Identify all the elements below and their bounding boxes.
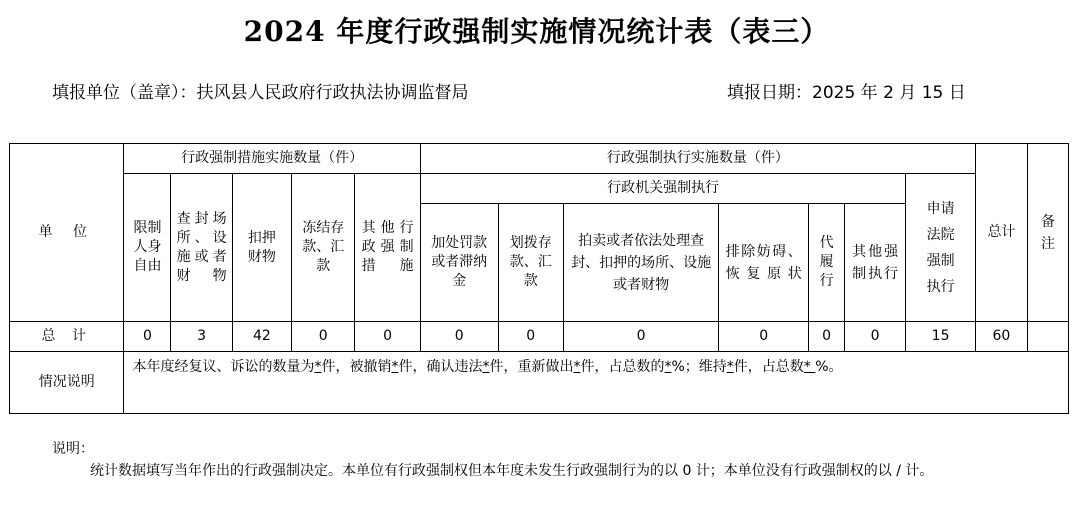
total-cell: 42: [232, 322, 291, 352]
col-court: 申请法院强制执行: [906, 174, 976, 322]
col-seal: 查封场所、设施或者财物: [171, 174, 232, 322]
col-fine: 加处罚款或者滞纳金: [420, 204, 498, 322]
total-cell: 3: [171, 322, 232, 352]
col-remove: 排除妨碍、恢复原状: [719, 204, 809, 322]
reporting-unit: 填报单位（盖章）：扶风县人民政府行政执法协调监督局: [52, 83, 469, 103]
col-seize: 扣押财物: [232, 174, 291, 322]
col-proxy: 代履行: [809, 204, 845, 322]
total-cell: 0: [844, 322, 905, 352]
total-cell: 0: [124, 322, 171, 352]
unit-header: 单 位: [10, 144, 124, 322]
total-row-label: 总 计: [10, 322, 124, 352]
total-cell: 60: [975, 322, 1027, 352]
total-cell: 0: [809, 322, 845, 352]
total-cell: 0: [719, 322, 809, 352]
situation-label: 情况说明: [10, 352, 124, 414]
total-row: [10, 322, 1069, 352]
statistics-table: [9, 143, 1069, 414]
measures-group-header: 行政强制措施实施数量（件）: [124, 144, 420, 174]
col-other-exec: 其他强制执行: [844, 204, 905, 322]
col-transfer: 划拨存款、汇款: [498, 204, 563, 322]
page-title: 2024 年度行政强制实施情况统计表（表三）: [243, 15, 830, 48]
reporting-date: 填报日期：2025 年 2 月 15 日: [727, 83, 966, 103]
total-cell: [1028, 322, 1069, 352]
col-other-measure: 其他行政强制措施: [355, 174, 420, 322]
situation-text: 本年度经复议、诉讼的数量为*件，被撤销*件，确认违法*件，重新做出*件，占总数的*%；维持*件，占总数* %。: [124, 352, 1069, 414]
total-cell: 15: [906, 322, 976, 352]
execution-group-header: 行政强制执行实施数量（件）: [420, 144, 975, 174]
remark-header: 备注: [1028, 144, 1069, 322]
col-auction: 拍卖或者依法处理查封、扣押的场所、设施或者财物: [563, 204, 718, 322]
col-restrict-liberty: 限制人身自由: [124, 174, 171, 322]
notes-heading: 说明：: [52, 441, 94, 457]
total-cell: 0: [420, 322, 498, 352]
situation-row: [10, 352, 1069, 414]
notes-body: 统计数据填写当年作出的行政强制决定。本单位有行政强制权但本年度未发生行政强制行为的以 0 计；本单位没有行政强制权的以 / 计。: [90, 463, 934, 479]
col-freeze: 冻结存款、汇款: [292, 174, 355, 322]
total-cell: 0: [498, 322, 563, 352]
total-cell: 0: [355, 322, 420, 352]
total-cell: 0: [292, 322, 355, 352]
total-header: 总计: [975, 144, 1027, 322]
total-cell: 0: [563, 322, 718, 352]
admin-exec-group-header: 行政机关强制执行: [420, 174, 905, 204]
